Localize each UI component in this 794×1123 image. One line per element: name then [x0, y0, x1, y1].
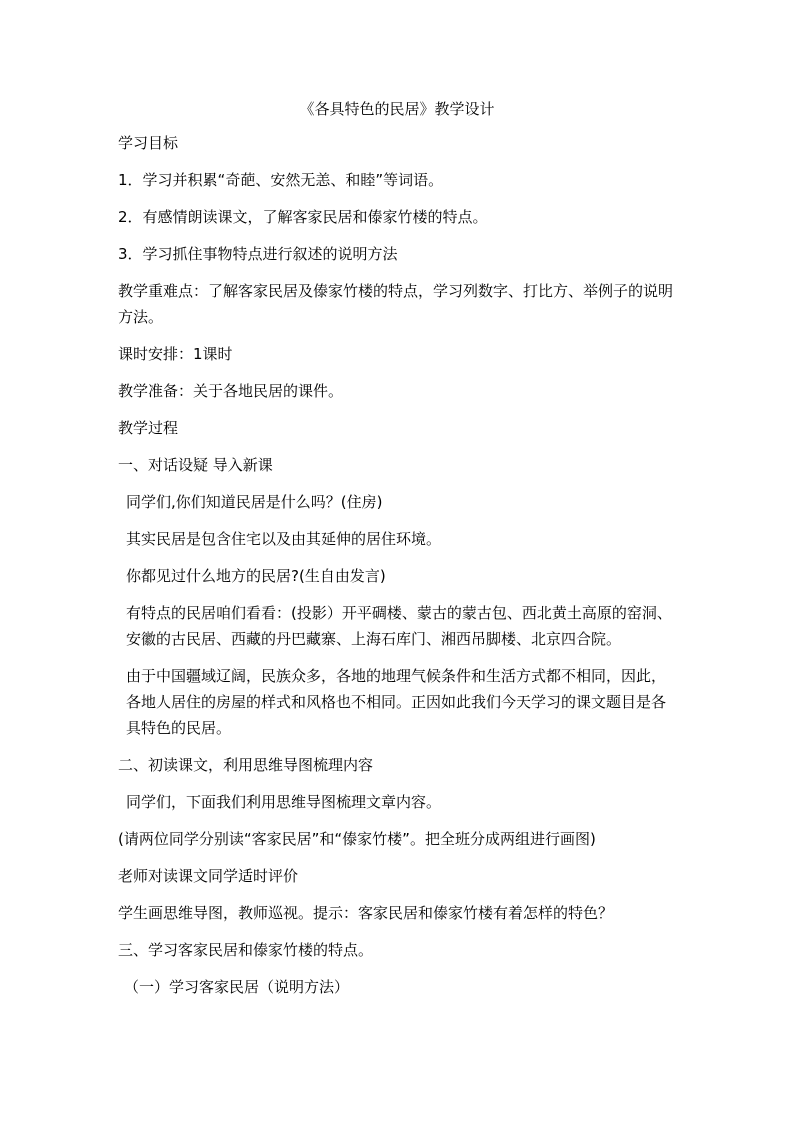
step-heading-2: 二、初读课文，利用思维导图梳理内容	[118, 756, 374, 774]
class-hours: 课时安排：1课时	[118, 345, 233, 363]
section-heading-process: 教学过程	[118, 419, 179, 437]
objective-item-1: 1．学习并积累“奇葩、安然无恙、和睦”等词语。	[118, 171, 444, 189]
dialogue-paragraph: 有特点的民居咱们看看：(投影）开平碉楼、蒙古的蒙古包、西北黄土高原的窑洞、安徽的古民居、西藏的丹巴藏寨、上海石库门、湘西吊脚楼、北京四合院。	[126, 604, 672, 648]
section-heading-objectives: 学习目标	[118, 134, 179, 152]
dialogue-paragraph: 你都见过什么地方的民居?(生自由发言)	[126, 567, 386, 585]
objective-item-2: 2．有感情朗读课文，了解客家民居和傣家竹楼的特点。	[118, 208, 488, 226]
sub-heading-1: （一）学习客家民居（说明方法）	[124, 978, 350, 996]
objective-item-3: 3．学习抓住事物特点进行叙述的说明方法	[118, 245, 398, 263]
document-title: 《各具特色的民居》教学设计	[299, 100, 495, 118]
dialogue-paragraph: 同学们,你们知道民居是什么吗？(住房)	[126, 493, 383, 511]
document-body	[118, 130, 678, 1011]
dialogue-paragraph: 由于中国疆域辽阔，民族众多，各地的地理气候条件和生活方式都不相同，因此，各地人居住的房屋的样式和风格也不相同。正因如此我们今天学习的课文题目是各具特色的民居。	[126, 667, 667, 737]
body-paragraph: 老师对读课文同学适时评价	[118, 867, 299, 885]
body-paragraph: 同学们，下面我们利用思维导图梳理文章内容。	[126, 793, 442, 811]
step-heading-3: 三、学习客家民居和傣家竹楼的特点。	[118, 941, 374, 959]
body-paragraph: 学生画思维导图，教师巡视。提示：客家民居和傣家竹楼有着怎样的特色？	[118, 904, 614, 922]
step-heading-1: 一、对话设疑 导入新课	[118, 456, 273, 474]
body-paragraph: (请两位同学分别读“客家民居”和“傣家竹楼”。把全班分成两组进行画图)	[118, 830, 596, 848]
dialogue-paragraph: 其实民居是包含住宅以及由其延伸的居住环境。	[126, 530, 442, 548]
teaching-preparation: 教学准备：关于各地民居的课件。	[118, 382, 344, 400]
key-difficulties: 教学重难点：了解客家民居及傣家竹楼的特点，学习列数字、打比方、举例子的说明方法。	[118, 282, 674, 326]
